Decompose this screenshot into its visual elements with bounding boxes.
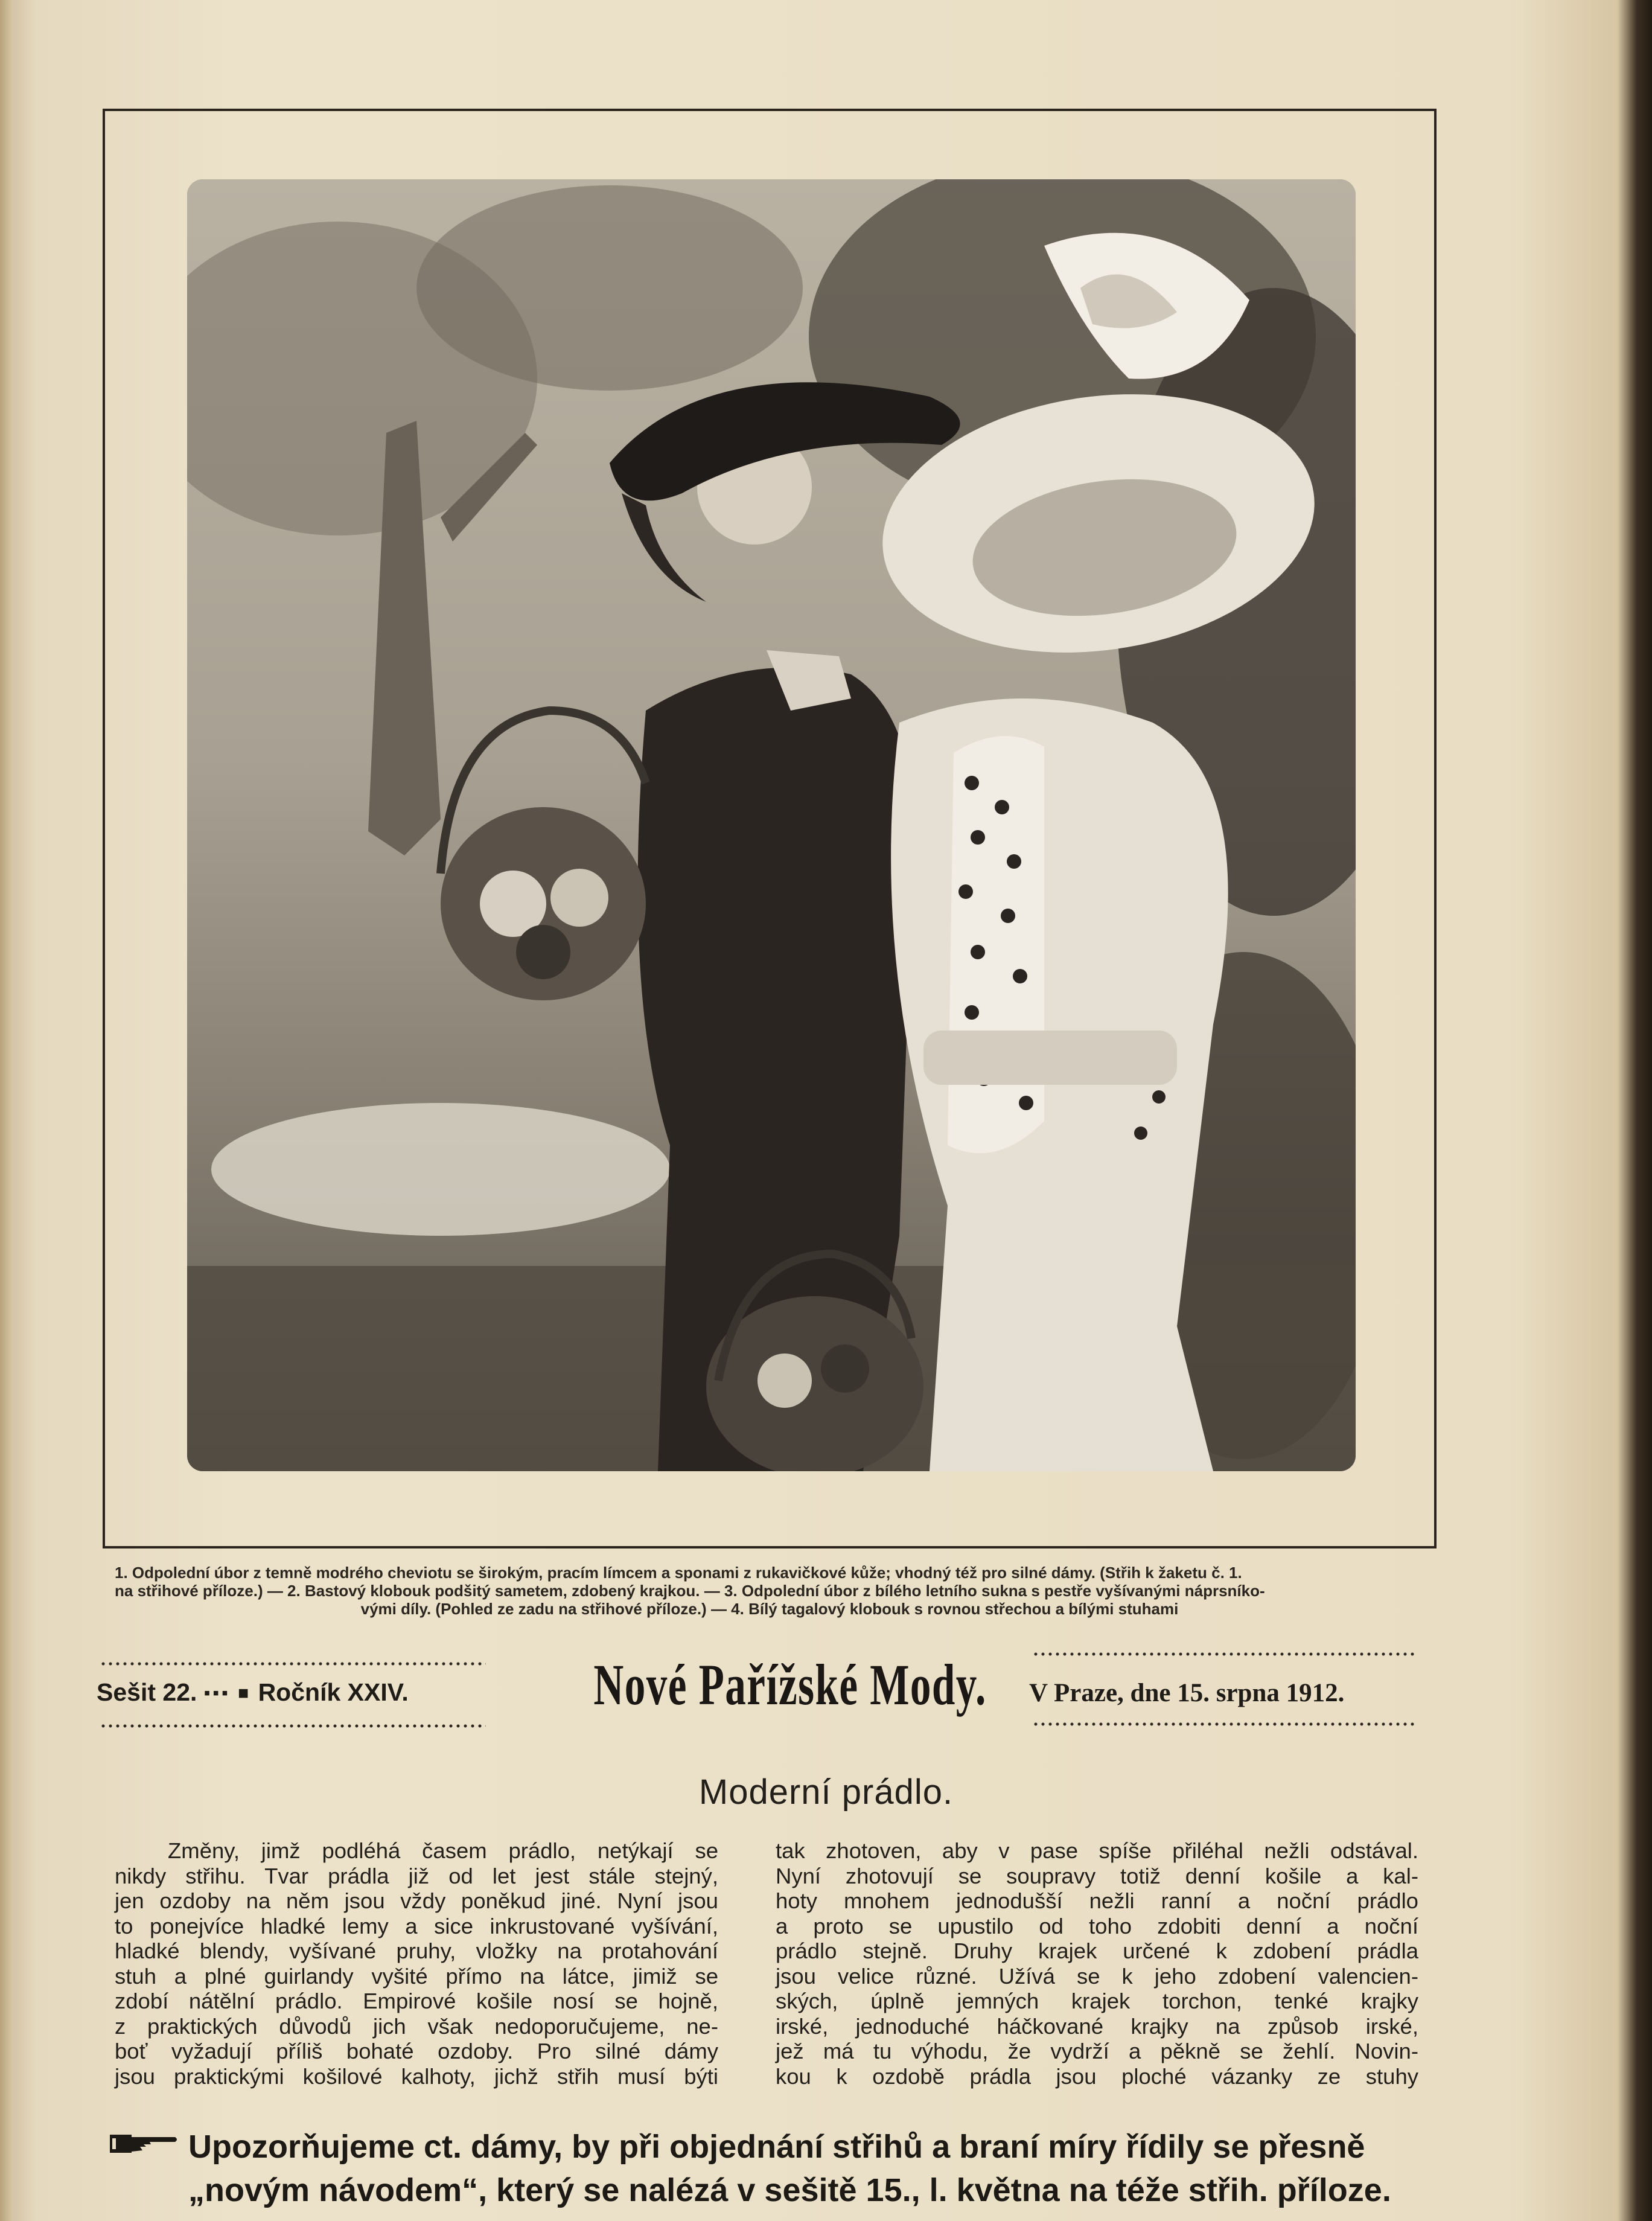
text-line: jsou praktickými košilové kalhoty, jichž střih musí býti bbox=[115, 2063, 718, 2089]
notice-line-1: Upozorňujeme ct. dámy, by při objednání střihů a braní míry řídily se přesně bbox=[188, 2129, 1365, 2165]
text-line: kou k ozdobě prádla jsou ploché vázanky ze stuhy bbox=[776, 2063, 1418, 2089]
notice-line-2: „novým návodem“, který se nalézá v sešitě 15., l. května na téže střih. příloze. bbox=[188, 2172, 1391, 2208]
text-line: z praktických důvodů jich však nedoporučujeme, ne- bbox=[115, 2013, 718, 2039]
fashion-illustration bbox=[187, 179, 1356, 1471]
illustration-caption bbox=[115, 1564, 1424, 1618]
text-line: prádlo stejně. Druhy krajek určené k zdobení prádla bbox=[776, 1938, 1418, 1963]
dotted-rule bbox=[1032, 1652, 1415, 1657]
article-heading: Moderní prádlo. bbox=[698, 1772, 954, 1812]
text-line: Nyní zhotovují se soupravy totiž denní košile a kal- bbox=[776, 1863, 1418, 1888]
text-line: jež má tu výhodu, že vydrží a pěkně se žehlí. Novin- bbox=[776, 2039, 1418, 2063]
text-line: hladké blendy, vyšívané pruhy, vložky na protahování bbox=[115, 1938, 718, 1963]
text-line: zdobí nátělní prádlo. Empirové košile nosí se hojně, bbox=[115, 1989, 718, 2013]
dotted-rule bbox=[100, 1724, 486, 1728]
text-line: ských, úplně jemných krajek torchon, tenké krajky bbox=[776, 1989, 1418, 2013]
text-line: jen ozdoby na něm jsou vždy poněkud jiné. Nyní jsou bbox=[115, 1888, 718, 1913]
dateline: V Praze, dne 15. srpna 1912. bbox=[1029, 1679, 1345, 1707]
text-line: jsou velice různé. Užívá se k jeho zdobení valencien- bbox=[776, 1963, 1418, 1989]
pointing-hand-icon bbox=[107, 2125, 180, 2168]
text-line: a proto se upustilo od toho zdobiti denní a noční bbox=[776, 1913, 1418, 1938]
issue-number: Sešit 22. bbox=[97, 1678, 197, 1706]
text-line: boť vyžadují příliš bohaté ozdoby. Pro silné dámy bbox=[115, 2039, 718, 2063]
page-gutter bbox=[0, 0, 13, 2221]
text-line: nikdy střihu. Tvar prádla již od let jest stále stejný, bbox=[115, 1863, 718, 1888]
article-column-1 bbox=[115, 1838, 718, 2089]
text-line: hoty mnohem jednodušší nežli ranní a noční prádlo bbox=[776, 1888, 1418, 1913]
text-line: Změny, jimž podléhá časem prádlo, netýkají se bbox=[168, 1838, 718, 1863]
caption-line: na střihové příloze.) — 2. Bastový klobouk podšitý sametem, zdobený krajkou. — 3. Odpolední úbor z bílého letního sukna s pestře vyšívanými náprsníko- bbox=[115, 1582, 1265, 1600]
issue-info bbox=[97, 1678, 409, 1707]
magazine-title: Nové Pařížské Mody. bbox=[593, 1652, 987, 1717]
text-line: stuh a plné guirlandy vyšité přímo na látce, jimiž se bbox=[115, 1963, 718, 1989]
dotted-rule bbox=[100, 1661, 486, 1666]
caption-line: 1. Odpolední úbor z temně modrého cheviotu se širokým, pracím límcem a sponami z rukavičkové kůže; vhodný též pro silné dámy. (Střih k žaketu č. 1. bbox=[115, 1564, 1242, 1582]
separator-ornament: ▪▪▪ ■ bbox=[203, 1683, 252, 1703]
two-ladies-picture bbox=[187, 179, 1356, 1471]
caption-line: vými díly. (Pohled ze zadu na střihové příloze.) — 4. Bílý tagalový klobouk s rovnou střechou a bílými stuhami bbox=[360, 1600, 1179, 1618]
notice bbox=[107, 2125, 1391, 2212]
text-line: irské, jednoduché háčkované krajky na způsob irské, bbox=[776, 2013, 1418, 2039]
text-line: to ponejvíce hladké lemy a sice inkrustované vyšívání, bbox=[115, 1913, 718, 1938]
text-line: tak zhotoven, aby v pase spíše přiléhal nežli odstával. bbox=[776, 1838, 1418, 1863]
article-column-2 bbox=[776, 1838, 1418, 2089]
volume-number: Ročník XXIV. bbox=[258, 1678, 409, 1706]
dotted-rule bbox=[1032, 1722, 1415, 1727]
